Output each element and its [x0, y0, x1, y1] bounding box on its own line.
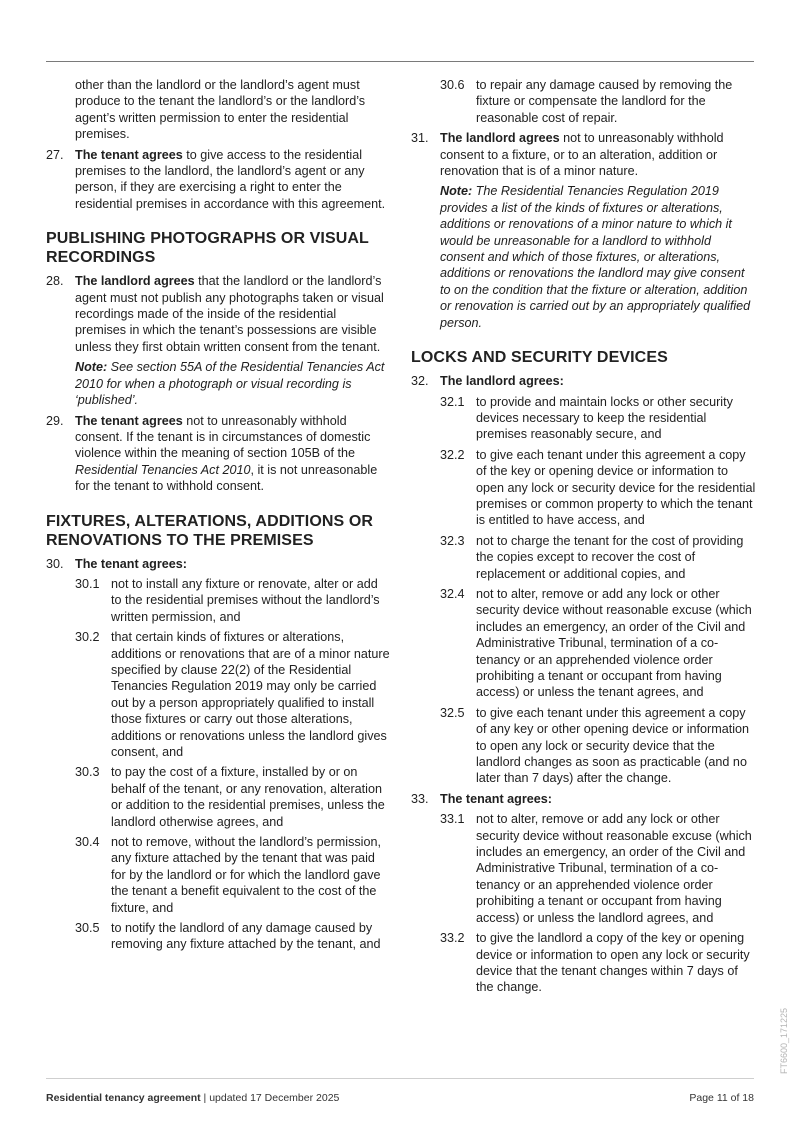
form-code: FT6600_171225	[779, 1007, 789, 1074]
clause-number: 33.	[411, 791, 429, 806]
subclause-text: that certain kinds of fixtures or alterations, additions or renovations that are of a minor nature specified by clause 22(2) of the Residential Tenancies Regulation 2019 may only be carried out by a person appropriately qualified to install those fixtures or carry out those alterations, additions or renovations unless the landlord gives consent, and	[111, 630, 390, 759]
subclause-number: 30.2	[75, 630, 100, 645]
subclause-number: 32.1	[440, 394, 465, 409]
note-text: See section 55A of the Residential Tenancies Act 2010 for when a photograph or visual recording is ‘published’.	[75, 360, 385, 408]
subclause-text: to give each tenant under this agreement a copy of the key or opening device or information to open any lock or security device for the residential premises or common property to which the tenant is entitled to have access, and	[476, 447, 756, 528]
clause-number: 30.	[46, 556, 64, 571]
subclause-number: 32.3	[440, 533, 465, 548]
subclause-32-1	[440, 394, 757, 443]
header-rule	[46, 61, 754, 62]
subclause-number: 32.2	[440, 447, 465, 462]
clause-text: not to unreasonably withhold consent. If the tenant is in circumstances of domestic violence within the meaning of section 105B of the	[75, 413, 371, 461]
subclause-32-5	[440, 705, 757, 787]
subclause-30-2	[75, 629, 390, 760]
note-text: The Residential Tenancies Regulation 2019 provides a list of the kinds of fixtures or alterations, additions or renovations of a minor nature to which it would be unreasonable for a landlord to withhold consent and which of those fixtures, or alterations, additions or renovations the landlord may give consent to on the condition that the fixture or alteration, addition or renovation is carried out by an appropriately qualified person.	[440, 184, 751, 330]
subclause-30-3	[75, 764, 390, 830]
clause-lead: The tenant agrees	[75, 413, 183, 428]
clause-30-subclauses	[46, 576, 390, 953]
clause-30	[46, 556, 390, 572]
subclause-number: 33.2	[440, 931, 465, 946]
subclause-30-5	[75, 920, 390, 953]
subclause-number: 30.3	[75, 765, 100, 780]
section-heading-fixtures: FIXTURES, ALTERATIONS, ADDITIONS OR RENOVATIONS TO THE PREMISES	[46, 512, 374, 549]
subclause-30-6	[440, 77, 757, 126]
subclause-number: 33.1	[440, 812, 465, 827]
clause-text: not to unreasonably withhold consent to a fixture, or to an alteration, addition or renovation that is of a minor nature.	[440, 131, 724, 179]
subclause-text: not to alter, remove or add any lock or other security device without reasonable excuse (which includes an emergency, an order of the Civil and Administrative Tribunal, termination of a co-tenancy or an apprehended violence order prohibiting a tenant or occupant from having access) or unless the tenant agrees, and	[476, 586, 752, 700]
note-28	[46, 359, 390, 408]
note-label: Note:	[440, 184, 473, 199]
clause-text-end: , it is not unreasonable for the tenant to withhold consent.	[75, 462, 378, 494]
clause-32	[411, 373, 757, 389]
clause-26-continuation: other than the landlord or the landlord’s agent must produce to the tenant the landlord’s or the landlord’s agent’s written permission to enter the residential premises.	[75, 78, 366, 142]
subclause-text: not to remove, without the landlord’s permission, any fixture attached by the tenant that was paid for by the landlord or for which the landlord gave the tenant a benefit equivalent to the cost of the fixture, and	[111, 835, 381, 915]
subclause-text: to notify the landlord of any damage caused by removing any fixture attached by the tenant, and	[111, 921, 381, 952]
clause-28	[46, 273, 390, 355]
clause-lead: The landlord agrees:	[440, 374, 564, 389]
subclause-text: to provide and maintain locks or other security devices necessary to keep the residential premises reasonably secure, and	[476, 394, 733, 442]
subclause-number: 30.5	[75, 921, 100, 936]
subclause-text: not to charge the tenant for the cost of providing the copies except to recover the cost of replacement or additional copies, and	[476, 533, 744, 581]
clause-32-subclauses	[411, 394, 757, 787]
footer-rule	[46, 1078, 754, 1079]
subclause-33-1	[440, 811, 757, 926]
clause-lead: The landlord agrees	[75, 274, 195, 289]
section-heading-locks: LOCKS AND SECURITY DEVICES	[411, 349, 668, 367]
subclause-text: not to alter, remove or add any lock or other security device without reasonable excuse (which includes an emergency, an order of the Civil and Administrative Tribunal, termination of a co-tenancy or an apprehended violence order prohibiting a tenant or occupant from having access) or unless the landlord agrees, and	[476, 812, 752, 925]
clause-33	[411, 791, 757, 807]
subclause-text: to pay the cost of a fixture, installed by or on behalf of the tenant, or any renovation, alteration or addition to the residential premises, unless the landlord otherwise agrees, and	[111, 765, 385, 829]
clause-number: 29.	[46, 413, 64, 428]
subclause-number: 32.4	[440, 586, 465, 601]
subclause-text: to repair any damage caused by removing the fixture or compensate the landlord for the reasonable cost of repair.	[476, 78, 733, 125]
section-heading-publishing: PUBLISHING PHOTOGRAPHS OR VISUAL RECORDINGS	[46, 230, 369, 267]
act-title: Residential Tenancies Act 2010	[75, 462, 251, 477]
subclause-text: not to install any fixture or renovate, alter or add to the residential premises without the landlord’s written permission, and	[111, 576, 380, 624]
subclause-32-4	[440, 586, 757, 701]
subclause-text: to give the landlord a copy of the key or opening device or information to open any lock or security device that the tenant changes within 7 days of the change.	[476, 931, 750, 995]
clause-number: 28.	[46, 274, 64, 289]
subclause-32-2	[440, 447, 757, 529]
clause-31	[411, 130, 757, 179]
subclause-number: 30.6	[440, 78, 465, 92]
subclause-text: to give each tenant under this agreement a copy of any key or other opening device or information to open any lock or security device that the landlord changes as soon as practicable (and no later than 7 days) after the change.	[476, 705, 750, 786]
subclause-number: 30.1	[75, 576, 100, 591]
clause-lead: The tenant agrees:	[75, 556, 187, 571]
clause-text: to give access to the residential premises to the landlord, the landlord’s agent or any person, if they are exercising a right to enter the residential premises in accordance with this agreement.	[75, 147, 386, 211]
left-column	[46, 77, 390, 957]
clause-lead: The landlord agrees	[440, 131, 560, 146]
note-label: Note:	[75, 360, 108, 375]
clause-27	[46, 147, 390, 213]
note-31	[411, 183, 757, 331]
footer-document-info	[46, 1092, 339, 1105]
subclause-30-4	[75, 834, 390, 916]
subclause-30-1	[75, 576, 390, 625]
footer-page-number: Page 11 of 18	[689, 1092, 754, 1104]
clause-33-subclauses	[411, 811, 757, 995]
footer-doc-title: Residential tenancy agreement	[46, 1092, 201, 1104]
subclause-number: 32.5	[440, 705, 465, 720]
clause-lead: The tenant agrees	[75, 147, 183, 162]
clause-number: 32.	[411, 374, 429, 389]
footer-updated: | updated 17 December 2025	[200, 1092, 340, 1104]
clause-lead: The tenant agrees:	[440, 791, 552, 806]
subclause-number: 30.4	[75, 835, 100, 850]
right-column	[411, 77, 757, 1000]
clause-number: 27.	[46, 147, 64, 162]
clause-29	[46, 413, 390, 495]
clause-number: 31.	[411, 131, 429, 146]
subclause-33-2	[440, 930, 757, 996]
clause-text: that the landlord or the landlord’s agent must not publish any photographs taken or visual recordings made of the inside of the residential premises in which the tenant’s possessions are visible unless they first obtain written consent from the tenant.	[75, 274, 384, 354]
subclause-32-3	[440, 533, 757, 582]
